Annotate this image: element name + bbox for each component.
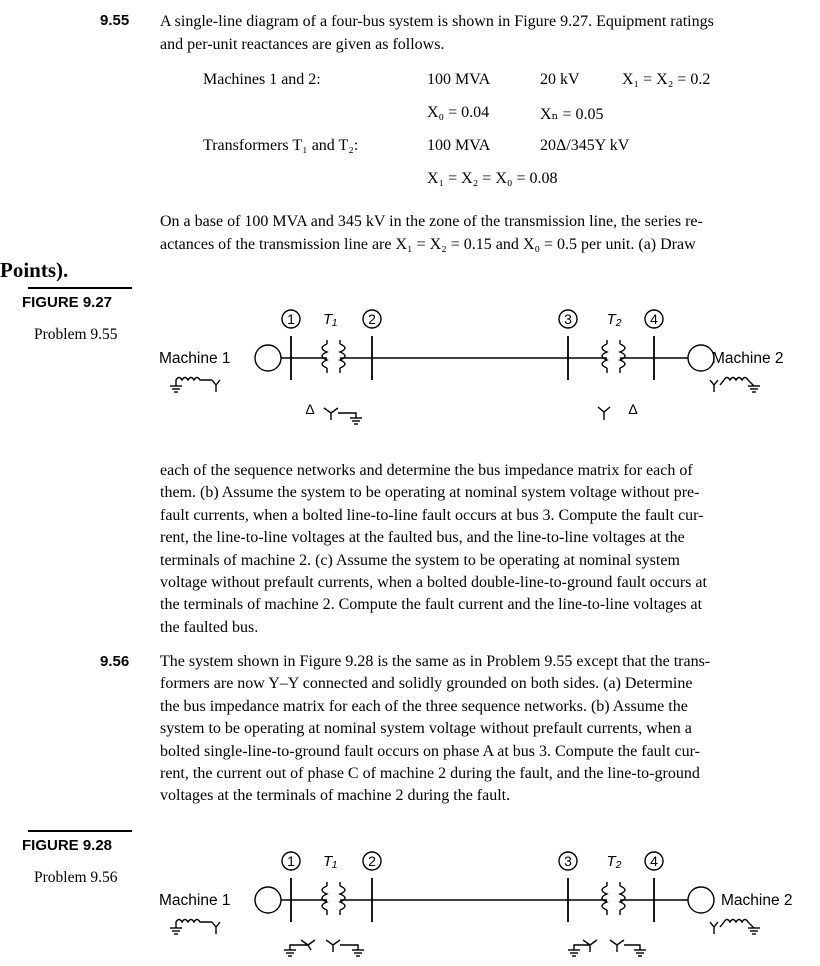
t2-primary-coil [602,344,607,368]
machines-xn: Xₙ = 0.05 [540,106,604,123]
bus-1-label: 1 [287,311,295,327]
t2-delta-label: Δ [628,401,638,417]
bus-1-label: 1 [287,853,295,869]
bus-4-label: 4 [650,311,658,327]
text-line: actances of the transmission line are X₁ = X₂ = 0.15 and X₀ = 0.5 per unit. (a) Draw [160,235,696,253]
t2-primary-coil [602,886,607,910]
machine-2-wye [710,922,718,934]
machines-x12: X₁ = X₂ = 0.2 [622,71,711,88]
problem-9-55-intro [160,11,812,56]
figure-9-27-diagram [150,300,820,425]
machine-1-ground-reactor [176,920,212,929]
machine-2-wye [710,380,718,392]
t1-secondary-coil [340,344,345,368]
t1-primary-coil [322,344,327,368]
machine-2-label: Machine 2 [721,892,793,909]
t2-wye [598,407,610,420]
t1-primary-coil [322,886,327,910]
problem-9-55-continuation [160,460,812,639]
machine-2-ground-reactor [720,378,754,387]
points-fragment: Points). [0,258,69,282]
text-line: rent, the line-to-line voltages at the faulted bus, and the line-to-line voltages at the [160,529,685,547]
text-line: voltage without prefault currents, when a bolted double-line-to-ground fault occurs at [160,574,707,592]
bus-3-label: 3 [564,853,572,869]
t1-label: T₁ [323,311,337,328]
figure-9-27-caption: Problem 9.55 [34,326,118,343]
transformers-mva: 100 MVA [427,137,491,154]
transformers-label: Transformers T₁ and T₂: [203,137,359,154]
machines-kv: 20 kV [540,71,580,88]
bus-2-label: 2 [368,311,376,327]
text-line: On a base of 100 MVA and 345 kV in the zone of the transmission line, the series re- [160,213,703,230]
t1-delta-label: Δ [305,401,315,417]
text-line: terminals of machine 2. (c) Assume the system to be operating at nominal system [160,551,680,569]
transformers-kv: 20Δ/345Y kV [540,137,630,154]
line-description [160,211,812,256]
bus-4-label: 4 [650,853,658,869]
machine-1-symbol [255,887,281,913]
text-line: The system shown in Figure 9.28 is the same as in Problem 9.55 except that the trans- [160,653,711,670]
text-line: them. (b) Assume the system to be operating at nominal system voltage without pre- [160,484,700,502]
transformers-x: X₁ = X₂ = X₀ = 0.08 [427,170,558,187]
machine-1-symbol [255,345,281,371]
machine-2-symbol [688,887,714,913]
bus-2-label: 2 [368,853,376,869]
machines-x0: X₀ = 0.04 [427,104,490,121]
figure-rule [28,830,132,832]
problem-9-56-text [160,651,812,808]
machine-1-ground-reactor [176,378,212,387]
figure-rule [28,287,132,289]
t1-secondary-coil [340,886,345,910]
t2-label: T₂ [606,311,622,328]
text-line: formers are now Y–Y connected and solidly grounded on both sides. (a) Determine [160,675,693,693]
t2-secondary-coil [620,886,625,910]
text-line: system to be operating at nominal system voltage without prefault currents, when a [160,720,692,738]
machines-label: Machines 1 and 2: [203,71,321,88]
intro-line: and per-unit reactances are given as follows. [160,35,445,53]
machine-2-symbol [688,345,714,371]
figure-9-27-label: FIGURE 9.27 [22,294,113,311]
problem-number-9-56: 9.56 [100,653,130,670]
t2-label: T₂ [606,853,622,870]
text-line: the faulted bus. [160,618,259,636]
text-line: voltages at the terminals of machine 2 during the fault. [160,787,511,805]
text-line: each of the sequence networks and determine the bus impedance matrix for each of [160,462,693,479]
bus-3-label: 3 [564,311,572,327]
text-line: bolted single-line-to-ground fault occurs on phase A at bus 3. Compute the fault cur- [160,742,700,760]
machine-1-label: Machine 1 [159,350,231,367]
t1-label: T₁ [323,853,337,870]
text-line: the bus impedance matrix for each of the three sequence networks. (b) Assume the [160,697,688,715]
figure-9-28-label: FIGURE 9.28 [22,837,113,854]
machine-1-label: Machine 1 [159,892,231,909]
t1-primary-wye-ground [290,940,315,950]
text-line: fault currents, when a bolted line-to-line fault occurs at bus 3. Compute the fault cur- [160,506,704,524]
text-line: rent, the current out of phase C of machine 2 during the fault, and the line-to-ground [160,765,700,783]
machines-mva: 100 MVA [427,71,491,88]
figure-9-28-caption: Problem 9.56 [34,869,118,886]
intro-line: A single-line diagram of a four-bus system is shown in Figure 9.27. Equipment ratings [160,13,714,30]
machine-2-ground-reactor [720,920,754,929]
text-line: the terminals of machine 2. Compute the fault current and the line-to-line voltages at [160,596,703,614]
problem-number-9-55: 9.55 [100,12,130,29]
figure-9-28-diagram [150,842,820,966]
machine-2-label: Machine 2 [712,350,784,367]
t2-secondary-coil [620,344,625,368]
